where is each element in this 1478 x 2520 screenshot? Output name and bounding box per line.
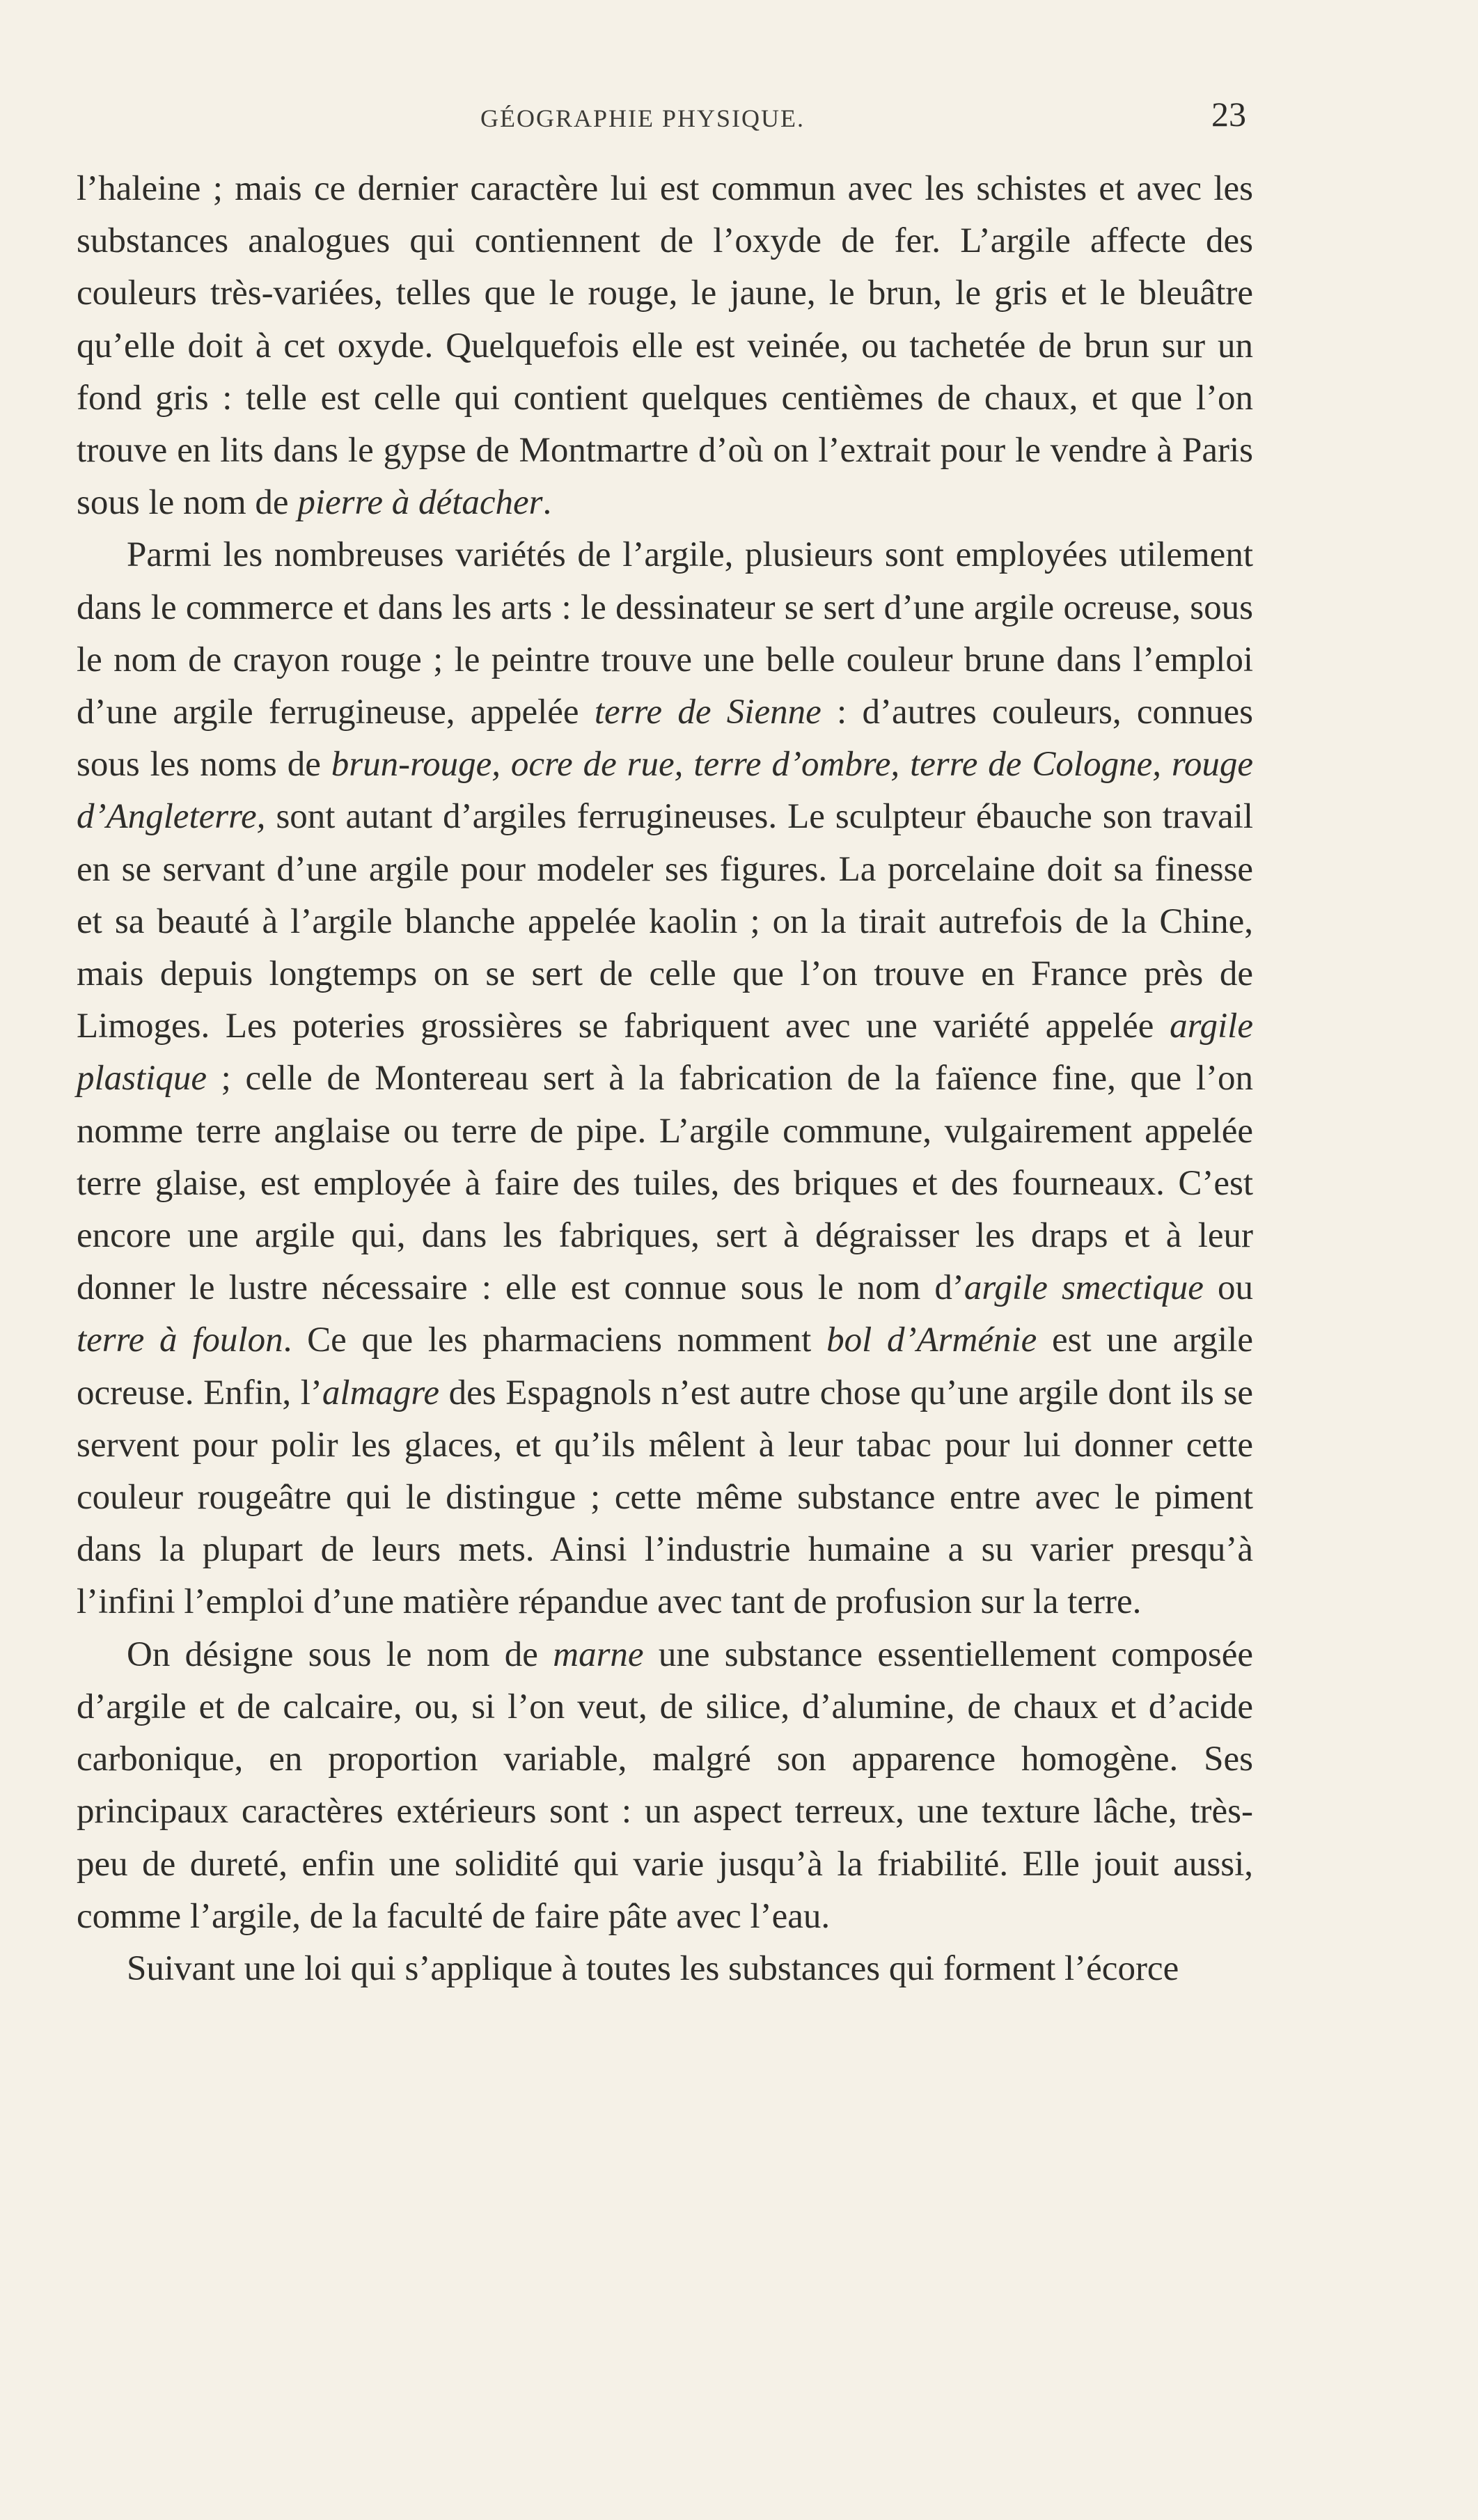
text-span: . Ce que les pharmaciens nomment [283,1321,827,1360]
italic-term: terre de Sienne [594,693,821,732]
italic-term: argile smectique [964,1268,1204,1308]
italic-term: marne [553,1635,644,1674]
paragraph-3 [77,1629,1253,1943]
paragraph-1 [77,163,1253,529]
text-span: Parmi les nombreuses variétés de l’argile, plusieurs sont employées utilement dans le commerce et dans les arts : le dessinateur se sert d’une argile ocreuse, sous le nom de crayon rouge ; le peintre trouve une belle couleur brune dans l’emploi d’une argile ferrugineuse, appelée [77,535,1253,732]
text-span: ; celle de Montereau sert à la fabrication de la faïence fine, que l’on nomme terre anglaise ou terre de pipe. L’argile commune, vulgairement appelée terre glaise, est employée à faire des tuiles, des briques et des fourneaux. C’est encore une argile qui, dans les fabriques, sert à dégraisser les draps et à leur donner le lustre nécessaire : elle est connue sous le nom d’ [77,1059,1253,1308]
page-header [77,97,1246,139]
page-number: 23 [1211,95,1246,134]
text-span: l’haleine ; mais ce dernier caractère lui est commun avec les schistes et avec les substances analogues qui contiennent de l’oxyde de fer. L’argile affecte des couleurs très-variées, telles que le rouge, le jaune, le brun, le gris et le bleuâtre qu’elle doit à cet oxyde. Quelquefois elle est veinée, ou tachetée de brun sur un fond gris : telle est celle qui contient quelques centièmes de chaux, et que l’on trouve en lits dans le gypse de Montmartre d’où on l’extrait pour le vendre à Paris sous le nom de [77,169,1253,523]
running-head: GÉOGRAPHIE PHYSIQUE. [480,104,805,132]
italic-term: terre à foulon [77,1321,283,1360]
italic-term: bol d’Arménie [826,1321,1037,1360]
text-span: ou [1203,1268,1254,1308]
text-span: On désigne sous le nom de [127,1635,553,1674]
text-span: . [542,483,552,523]
italic-term: brun-rouge, ocre de rue, terre d’ombre, terre de Cologne, rouge d’Angleterre, [77,745,1253,837]
text-span: des Espagnols n’est autre chose qu’une argile dont ils se servent pour polir les glaces, et qu’ils mêlent à leur tabac pour lui donner cette couleur rougeâtre qui le distingue ; cette même substance entre avec le piment dans la plupart de leurs mets. Ainsi l’industrie humaine a su varier presqu’à l’infini l’emploi d’une matière répandue avec tant de profusion sur la terre. [77,1373,1253,1622]
text-span: Suivant une loi qui s’applique à toutes les substances qui forment l’écorce [127,1948,1179,1988]
italic-term: pierre à détacher [297,483,543,523]
body-text [77,163,1253,1995]
text-span: : d’autres couleurs, connues sous les noms de [77,693,1253,785]
text-span: est une argile ocreuse. Enfin, l’ [77,1321,1253,1412]
italic-term: argile plastique [77,1007,1253,1098]
paragraph-2 [77,529,1253,1628]
italic-term: almagre [322,1373,439,1412]
text-span: une substance essentiellement composée d’argile et de calcaire, ou, si l’on veut, de silice, d’alumine, de chaux et d’acide carbonique, en proportion variable, malgré son apparence homogène. Ses principaux caractères extérieurs sont : un aspect terreux, une texture lâche, très-peu de dureté, enfin une solidité qui varie jusqu’à la friabilité. Elle jouit aussi, comme l’argile, de la faculté de faire pâte avec l’eau. [77,1635,1253,1936]
paragraph-4 [77,1943,1253,1995]
text-span: sont autant d’argiles ferrugineuses. Le sculpteur ébauche son travail en se servant d’une argile pour modeler ses figures. La porcelaine doit sa finesse et sa beauté à l’argile blanche appelée kaolin ; on la tirait autrefois de la Chine, mais depuis longtemps on se sert de celle que l’on trouve en France près de Limoges. Les poteries grossières se fabriquent avec une variété appelée [77,797,1253,1046]
